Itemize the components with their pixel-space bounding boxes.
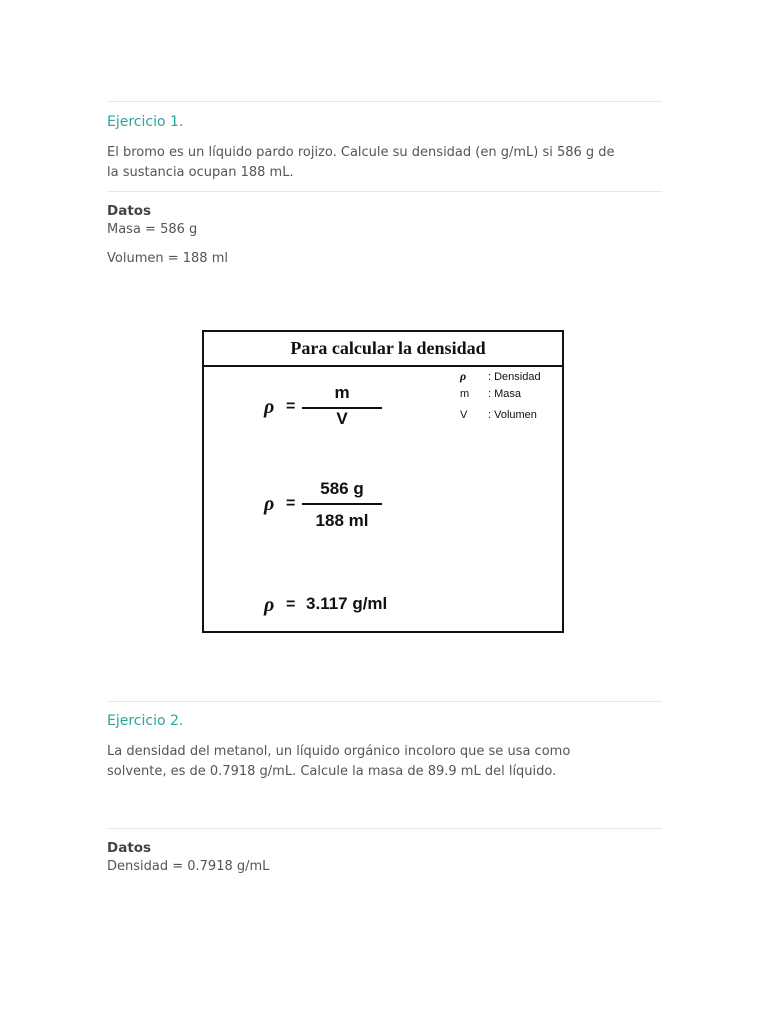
density-formula-figure (202, 330, 564, 633)
statement-line: La densidad del metanol, un líquido orgánico incoloro que se usa como (107, 744, 571, 759)
substituted-denominator: 188 ml (315, 511, 369, 530)
rho-symbol: ρ (264, 396, 275, 418)
equals-sign: = (286, 398, 296, 415)
datos-label: Datos (107, 840, 152, 856)
equals-sign: = (286, 495, 296, 512)
statement-line: la sustancia ocupan 188 mL. (107, 165, 294, 180)
datos-volumen: Volumen = 188 ml (107, 251, 228, 266)
exercise-1-statement (107, 143, 662, 183)
exercise-2-title: Ejercicio 2. (107, 713, 184, 729)
rho-symbol: ρ (264, 493, 275, 515)
equals-sign: = (286, 596, 296, 613)
substituted-numerator: 586 g (320, 479, 364, 498)
figure-heading: Para calcular la densidad (204, 332, 562, 367)
legend-symbol: V (460, 409, 468, 421)
fraction-bar (302, 503, 382, 505)
legend-item (460, 407, 541, 424)
datos-label: Datos (107, 203, 152, 219)
legend-desc: : Densidad (488, 371, 541, 383)
legend-desc: : Volumen (488, 409, 537, 421)
exercise-1-title: Ejercicio 1. (107, 114, 184, 130)
divider (107, 828, 662, 829)
datos-densidad: Densidad = 0.7918 g/mL (107, 859, 270, 874)
result-value: 3.117 g/ml (306, 594, 388, 613)
divider (107, 101, 662, 102)
formula-numerator: m (334, 383, 350, 402)
exercise-2-statement (107, 742, 662, 782)
rho-symbol: ρ (264, 594, 275, 616)
formula-denominator: V (336, 409, 348, 428)
legend-symbol: m (460, 388, 470, 400)
statement-line: El bromo es un líquido pardo rojizo. Calcule su densidad (en g/mL) si 586 g de (107, 145, 615, 160)
legend-item (460, 368, 541, 386)
divider (107, 191, 662, 192)
divider (107, 701, 662, 702)
legend-symbol: ρ (460, 369, 467, 383)
legend-desc: : Masa (488, 388, 522, 400)
statement-line: solvente, es de 0.7918 g/mL. Calcule la masa de 89.9 mL del líquido. (107, 764, 557, 779)
datos-masa: Masa = 586 g (107, 222, 198, 237)
figure-legend (460, 368, 541, 424)
legend-item (460, 386, 541, 403)
